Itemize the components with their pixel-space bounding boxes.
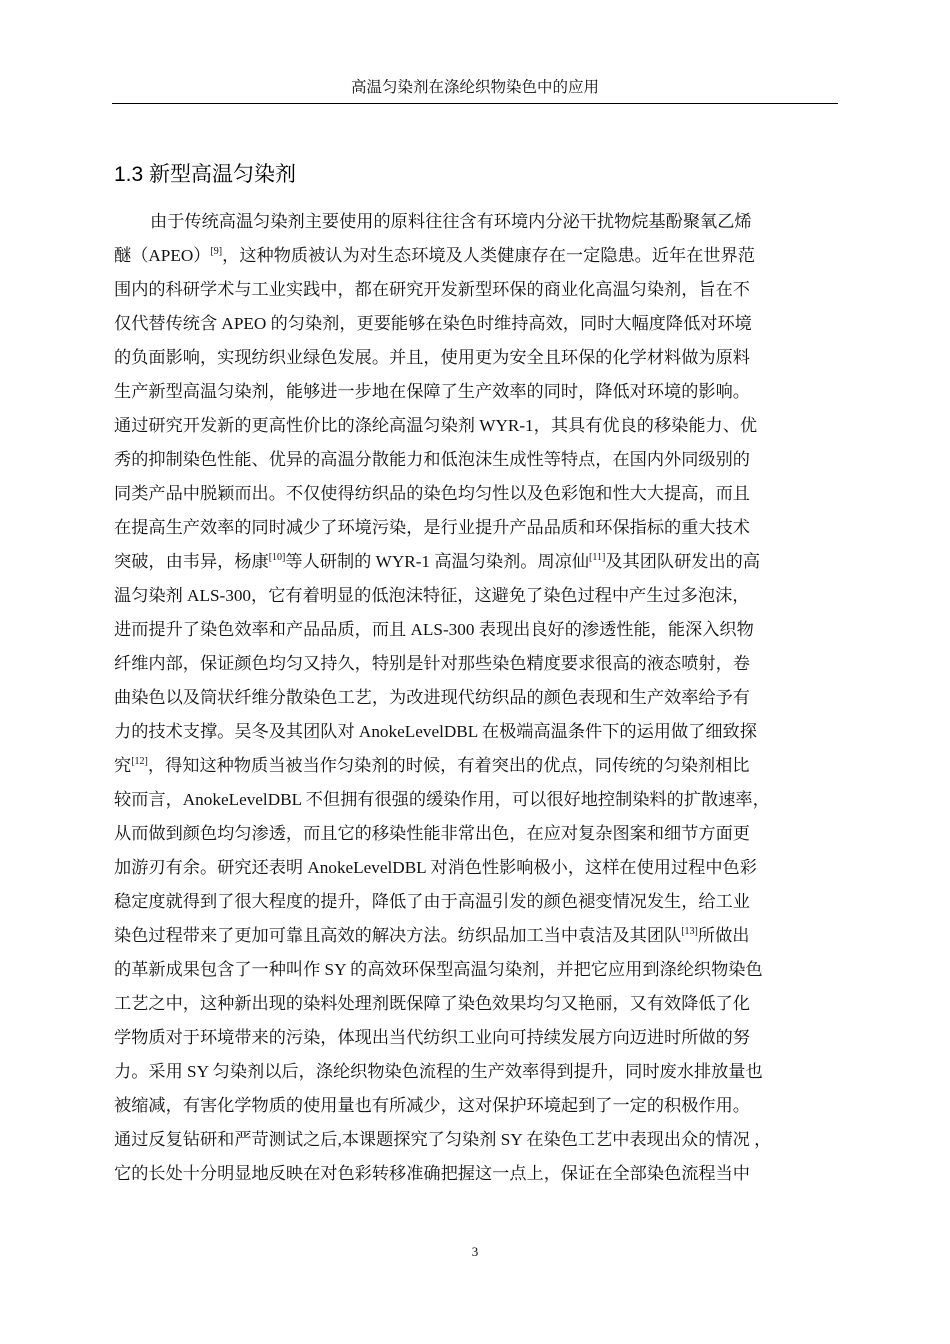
line-text: 在提高生产效率的同时减少了环境污染，是行业提升产品品质和环保指标的重大技术 — [114, 518, 750, 537]
text-line — [114, 477, 854, 511]
text-line — [114, 851, 854, 885]
line-text: 醚（APEO） — [114, 246, 211, 265]
line-text: 突破，由韦异，杨康 — [114, 552, 269, 571]
text-line — [114, 987, 854, 1021]
line-text: 染色过程带来了更加可靠且高效的解决方法。纺织品加工当中袁洁及其团队 — [114, 926, 682, 945]
text-line — [114, 953, 854, 987]
text-line — [114, 375, 854, 409]
citation-ref: [13] — [681, 926, 698, 937]
line-text: 它的长处十分明显地反映在对色彩转移准确把握这一点上，保证在全部染色流程当中 — [114, 1164, 750, 1183]
text-line — [114, 1021, 854, 1055]
line-text: 从而做到颜色均匀渗透，而且它的移染性能非常出色，在应对复杂图案和细节方面更 — [114, 824, 750, 843]
text-line — [114, 1123, 854, 1157]
line-text: ，这种物质被认为对生态环境及人类健康存在一定隐患。近年在世界范 — [222, 246, 755, 265]
citation-ref: [9] — [210, 246, 223, 257]
citation-ref: [11] — [589, 552, 606, 563]
text-line — [114, 1055, 854, 1089]
section-heading: 1.3 新型高温匀染剂 — [114, 163, 297, 186]
line-text: 及其团队研发出的高 — [605, 552, 761, 571]
text-line — [114, 783, 854, 817]
page-number: 3 — [471, 1244, 479, 1259]
line-text: 进而提升了染色效率和产品品质，而且 ALS-300 表现出良好的渗透性能，能深入织物 — [114, 620, 754, 639]
citation-ref: [12] — [131, 756, 148, 767]
line-text: 生产新型高温匀染剂，能够进一步地在保障了生产效率的同时，降低对环境的影响。 — [114, 382, 750, 401]
line-text: 的革新成果包含了一种叫作 SY 的高效环保型高温匀染剂，并把它应用到涤纶织物染色 — [114, 960, 763, 979]
text-line — [114, 885, 854, 919]
text-line — [114, 715, 854, 749]
line-text: 通过反复钻研和严苛测试之后,本课题探究了匀染剂 SY 在染色工艺中表现出众的情况 ， — [114, 1130, 772, 1149]
line-text: 所做出 — [697, 926, 750, 945]
text-line — [114, 919, 854, 953]
line-text: 秀的抑制染色性能、优异的高温分散能力和低泡沫生成性等特点，在国内外同级别的 — [114, 450, 750, 469]
line-text: 纤维内部，保证颜色均匀又持久，特别是针对那些染色精度要求很高的液态喷射，卷 — [114, 654, 750, 673]
text-line — [114, 443, 854, 477]
line-text: 仅代替传统含 APEO 的匀染剂，更要能够在染色时维持高效，同时大幅度降低对环境 — [114, 314, 752, 333]
line-text: 力。采用 SY 匀染剂以后，涤纶织物染色流程的生产效率得到提升，同时废水排放量也 — [114, 1062, 763, 1081]
line-text: 曲染色以及筒状纤维分散染色工艺，为改进现代纺织品的颜色表现和生产效率给予有 — [114, 688, 750, 707]
line-text: 工艺之中，这种新出现的染料处理剂既保障了染色效果均匀又艳丽，又有效降低了化 — [114, 994, 750, 1013]
citation-ref: [10] — [268, 552, 286, 563]
line-text: 究 — [114, 756, 132, 775]
text-line — [114, 307, 854, 341]
text-line — [114, 511, 854, 545]
text-line — [114, 545, 854, 579]
text-line — [114, 341, 854, 375]
text-line — [114, 205, 854, 239]
line-text: ，得知这种物质当被当作匀染剂的时候，有着突出的优点，同传统的匀染剂相比 — [147, 756, 750, 775]
line-text: 学物质对于环境带来的污染，体现出当代纺织工业向可持续发展方向迈进时所做的努 — [114, 1028, 750, 1047]
header-rule — [112, 103, 838, 104]
line-text: 温匀染剂 ALS-300，它有着明显的低泡沫特征，这避免了染色过程中产生过多泡沫， — [114, 586, 750, 605]
text-line — [114, 239, 854, 273]
line-text: 由于传统高温匀染剂主要使用的原料往往含有环境内分泌干扰物烷基酚聚氧乙烯 — [150, 212, 752, 231]
line-text: 等人研制的 WYR-1 高温匀染剂。周凉仙 — [285, 552, 590, 571]
text-line — [114, 681, 854, 715]
line-text: 同类产品中脱颖而出。不仅使得纺织品的染色均匀性以及色彩饱和性大大提高，而且 — [114, 484, 750, 503]
line-text: 较而言，AnokeLevelDBL 不但拥有很强的缓染作用，可以很好地控制染料的扩散速率， — [114, 790, 770, 809]
text-line — [114, 1089, 854, 1123]
line-text: 的负面影响，实现纺织业绿色发展。并且，使用更为安全且环保的化学材料做为原料 — [114, 348, 750, 367]
text-line — [114, 613, 854, 647]
text-line — [114, 1157, 854, 1191]
body-paragraph — [114, 205, 854, 1191]
line-text: 围内的科研学术与工业实践中，都在研究开发新型环保的商业化高温匀染剂，旨在不 — [114, 280, 750, 299]
text-line — [114, 647, 854, 681]
text-line — [114, 749, 854, 783]
running-header: 高温匀染剂在涤纶织物染色中的应用 — [350, 79, 599, 96]
text-line — [114, 273, 854, 307]
line-text: 稳定度就得到了很大程度的提升，降低了由于高温引发的颜色褪变情况发生，给工业 — [114, 892, 750, 911]
text-line — [114, 817, 854, 851]
line-text: 通过研究开发新的更高性价比的涤纶高温匀染剂 WYR-1，其具有优良的移染能力、优 — [114, 416, 758, 435]
text-line — [114, 409, 854, 443]
text-line — [114, 579, 854, 613]
line-text: 被缩减，有害化学物质的使用量也有所减少，这对保护环境起到了一定的积极作用。 — [114, 1096, 750, 1115]
line-text: 力的技术支撑。吴冬及其团队对 AnokeLevelDBL 在极端高温条件下的运用做了细致探 — [114, 722, 757, 741]
line-text: 加游刃有余。研究还表明 AnokeLevelDBL 对消色性影响极小，这样在使用过程中色彩 — [114, 858, 757, 877]
